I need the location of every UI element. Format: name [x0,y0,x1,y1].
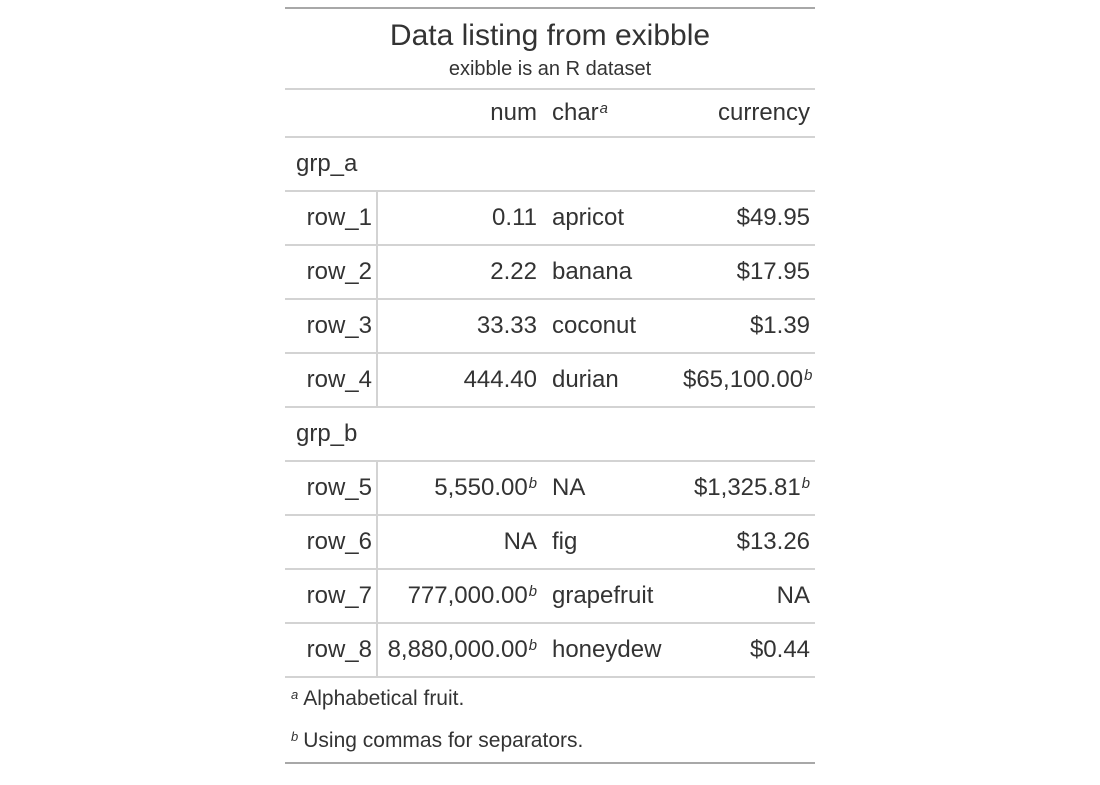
heading-title-row [285,8,815,56]
cell-char: grapefruit [545,569,675,623]
table-row [285,191,815,245]
cell-currency: $1.39 [675,299,815,353]
cell-num: 33.33 [377,299,545,353]
cell-currency: $13.26 [675,515,815,569]
row-label: row_5 [285,461,377,515]
stubhead-label [285,89,377,137]
cell-num [377,623,545,677]
column-label-num: num [377,89,545,137]
cell-num: 444.40 [377,353,545,407]
cell-currency: $49.95 [675,191,815,245]
footnote-mark-b: b [801,476,811,493]
cell-num [377,461,545,515]
column-label-char-text: char [551,99,599,126]
footnote-mark-a: a [290,686,299,702]
cell-num [377,569,545,623]
footnote-text: Alphabetical fruit. [303,687,465,710]
row-label: row_4 [285,353,377,407]
row-label: row_2 [285,245,377,299]
cell-value: 5,550.00 [434,474,528,501]
column-label-currency: currency [675,89,815,137]
row-group-label: grp_a [285,137,815,191]
row-label: row_7 [285,569,377,623]
cell-num: NA [377,515,545,569]
gt-table [285,7,815,764]
cell-char: NA [545,461,675,515]
cell-currency: $0.44 [675,623,815,677]
cell-value: $65,100.00 [682,366,804,393]
cell-char: banana [545,245,675,299]
row-group-label: grp_b [285,407,815,461]
cell-value: 8,880,000.00 [387,636,528,663]
footnote-mark-b: b [528,638,537,655]
table-row [285,461,815,515]
footnote-mark-b: b [528,476,537,493]
cell-currency [675,353,815,407]
row-label: row_3 [285,299,377,353]
footnote-text: Using commas for separators. [303,729,584,752]
cell-char: durian [545,353,675,407]
cell-char: fig [545,515,675,569]
table-row [285,245,815,299]
footnote-mark-a: a [599,101,608,118]
cell-value: $1,325.81 [693,474,801,501]
cell-num: 0.11 [377,191,545,245]
row-group-grp-a [285,137,815,191]
cell-char: honeydew [545,623,675,677]
row-label: row_8 [285,623,377,677]
table-row [285,569,815,623]
row-label: row_6 [285,515,377,569]
column-label-char [545,89,675,137]
footnote-mark-b: b [804,368,813,385]
footnote-mark-b: b [528,584,537,601]
footnote-row [285,720,815,763]
footnote [285,720,815,763]
cell-char: apricot [545,191,675,245]
column-labels-row [285,89,815,137]
table-title: Data listing from exibble [285,8,815,56]
footnote-row [285,677,815,720]
cell-currency: NA [675,569,815,623]
row-group-grp-b [285,407,815,461]
cell-char: coconut [545,299,675,353]
cell-value: 777,000.00 [407,582,528,609]
table-subtitle: exibble is an R dataset [285,56,815,89]
cell-currency: $17.95 [675,245,815,299]
cell-currency [675,461,815,515]
table-row [285,515,815,569]
footnote-mark-b: b [290,728,299,744]
table-row [285,623,815,677]
table-row [285,299,815,353]
table-row [285,353,815,407]
row-label: row_1 [285,191,377,245]
footnote [285,677,815,720]
cell-num: 2.22 [377,245,545,299]
heading-subtitle-row [285,56,815,89]
